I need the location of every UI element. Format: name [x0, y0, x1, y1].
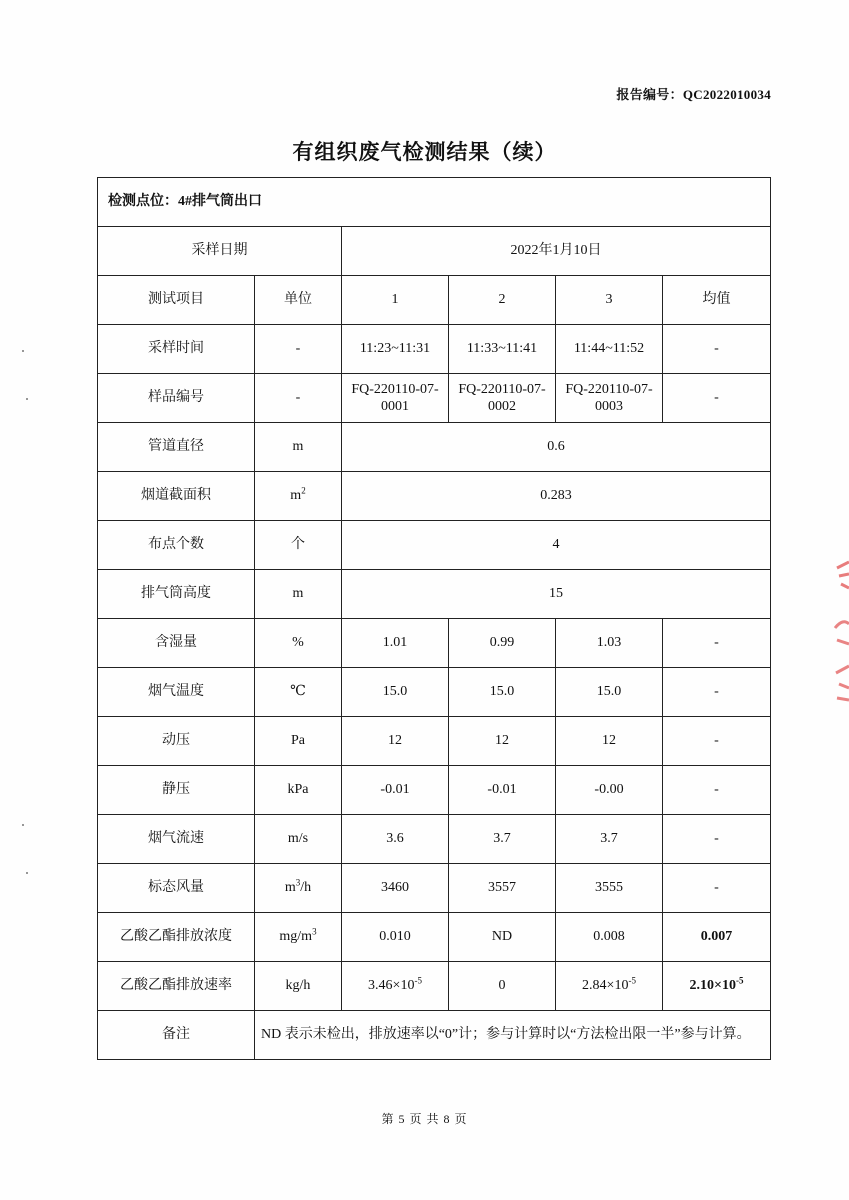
remark-row [98, 1011, 771, 1060]
row-label: 采样时间 [98, 325, 255, 374]
row-label: 动压 [98, 717, 255, 766]
cell-run-2: 3.7 [449, 815, 556, 864]
header-average: 均值 [663, 276, 771, 325]
row-unit [255, 864, 342, 913]
row-unit: Pa [255, 717, 342, 766]
merged-value: 4 [342, 521, 771, 570]
header-run-2: 2 [449, 276, 556, 325]
unit-base: m [284, 880, 296, 896]
value-exponent: -5 [414, 975, 422, 986]
value-exponent: -5 [736, 975, 744, 986]
static-pressure-row [98, 766, 771, 815]
value-base: 2.84×10 [582, 978, 629, 994]
merged-value: 15 [342, 570, 771, 619]
row-unit: kPa [255, 766, 342, 815]
cell-run-2: 11:33~11:41 [449, 325, 556, 374]
row-unit: kg/h [255, 962, 342, 1011]
header-row [98, 276, 771, 325]
header-run-1: 1 [342, 276, 449, 325]
cell-run-3: 1.03 [556, 619, 663, 668]
row-label: 管道直径 [98, 423, 255, 472]
sampling-date-label: 采样日期 [98, 227, 342, 276]
cell-run-2: 0 [449, 962, 556, 1011]
merged-value: 0.283 [342, 472, 771, 521]
cell-run-1: 15.0 [342, 668, 449, 717]
results-table [97, 177, 771, 1060]
row-unit [255, 472, 342, 521]
standard-flow-row [98, 864, 771, 913]
row-unit: - [255, 325, 342, 374]
row-label: 乙酸乙酯排放速率 [98, 962, 255, 1011]
cell-run-2: -0.01 [449, 766, 556, 815]
scan-speck [22, 350, 24, 352]
flow-velocity-row [98, 815, 771, 864]
stack-height-row [98, 570, 771, 619]
gas-temperature-row [98, 668, 771, 717]
seal-stamp-fragment [827, 548, 849, 718]
location-row [98, 178, 771, 227]
cell-run-1: -0.01 [342, 766, 449, 815]
report-number: 报告编号：QC2022010034 [616, 87, 771, 102]
sampling-time-row [98, 325, 771, 374]
row-label: 烟气流速 [98, 815, 255, 864]
row-unit: - [255, 374, 342, 423]
cell-run-3: -0.00 [556, 766, 663, 815]
merged-value: 0.6 [342, 423, 771, 472]
sampling-points-row [98, 521, 771, 570]
cell-run-1 [342, 962, 449, 1011]
row-unit: m/s [255, 815, 342, 864]
value-exponent: -5 [628, 975, 636, 986]
cell-run-2: 15.0 [449, 668, 556, 717]
cell-run-1: 12 [342, 717, 449, 766]
ethyl-acetate-concentration-row [98, 913, 771, 962]
cell-run-1: FQ-220110-07-0001 [342, 374, 449, 423]
cell-average: - [663, 374, 771, 423]
cell-run-3: 3.7 [556, 815, 663, 864]
row-unit: m [255, 570, 342, 619]
cell-average: - [663, 815, 771, 864]
cell-run-2: ND [449, 913, 556, 962]
header-unit: 单位 [255, 276, 342, 325]
cell-run-1: 3460 [342, 864, 449, 913]
cell-average: - [663, 864, 771, 913]
value-base: 3.46×10 [368, 978, 415, 994]
row-label: 标态风量 [98, 864, 255, 913]
row-label: 样品编号 [98, 374, 255, 423]
page-number: 第 5 页 共 8 页 [381, 1112, 468, 1126]
remark-text: ND 表示未检出，排放速率以“0”计；参与计算时以“方法检出限一半”参与计算。 [255, 1011, 771, 1060]
row-label: 乙酸乙酯排放浓度 [98, 913, 255, 962]
cell-run-3: 0.008 [556, 913, 663, 962]
cell-run-1: 11:23~11:31 [342, 325, 449, 374]
row-label: 布点个数 [98, 521, 255, 570]
ethyl-acetate-rate-row [98, 962, 771, 1011]
monitoring-location: 检测点位：4#排气筒出口 [98, 178, 771, 227]
cell-run-1: 3.6 [342, 815, 449, 864]
remark-label: 备注 [98, 1011, 255, 1060]
header-run-3: 3 [556, 276, 663, 325]
scan-speck [26, 872, 28, 874]
unit-superscript: 3 [312, 926, 317, 937]
flue-area-row [98, 472, 771, 521]
cell-run-2: 0.99 [449, 619, 556, 668]
cell-run-3: 3555 [556, 864, 663, 913]
unit-base: mg/m [279, 929, 313, 945]
scan-speck [26, 398, 28, 400]
document-title: 有组织废气检测结果（续） [292, 140, 557, 164]
row-label: 排气筒高度 [98, 570, 255, 619]
cell-run-3 [556, 962, 663, 1011]
row-unit: 个 [255, 521, 342, 570]
sampling-date-row [98, 227, 771, 276]
cell-average: - [663, 668, 771, 717]
header-item: 测试项目 [98, 276, 255, 325]
unit-superscript: 3 [295, 877, 301, 888]
cell-run-2: FQ-220110-07-0002 [449, 374, 556, 423]
scan-speck [22, 824, 24, 826]
cell-run-3: FQ-220110-07-0003 [556, 374, 663, 423]
unit-superscript: 2 [301, 485, 306, 496]
cell-run-2: 3557 [449, 864, 556, 913]
row-label: 含湿量 [98, 619, 255, 668]
cell-run-3: 11:44~11:52 [556, 325, 663, 374]
cell-run-3: 15.0 [556, 668, 663, 717]
cell-average [663, 962, 771, 1011]
value-base: 2.10×10 [689, 978, 736, 994]
row-label: 烟气温度 [98, 668, 255, 717]
cell-average: - [663, 619, 771, 668]
sample-number-row [98, 374, 771, 423]
cell-run-1: 0.010 [342, 913, 449, 962]
row-unit [255, 913, 342, 962]
cell-run-1: 1.01 [342, 619, 449, 668]
row-unit: ℃ [255, 668, 342, 717]
cell-average: 0.007 [663, 913, 771, 962]
row-unit: % [255, 619, 342, 668]
unit-tail: /h [300, 880, 312, 896]
unit-base: m [290, 488, 302, 504]
cell-average: - [663, 717, 771, 766]
row-label: 烟道截面积 [98, 472, 255, 521]
cell-run-2: 12 [449, 717, 556, 766]
row-unit: m [255, 423, 342, 472]
moisture-row [98, 619, 771, 668]
row-label: 静压 [98, 766, 255, 815]
cell-average: - [663, 766, 771, 815]
pipe-diameter-row [98, 423, 771, 472]
cell-average: - [663, 325, 771, 374]
sampling-date-value: 2022年1月10日 [342, 227, 771, 276]
dynamic-pressure-row [98, 717, 771, 766]
cell-run-3: 12 [556, 717, 663, 766]
